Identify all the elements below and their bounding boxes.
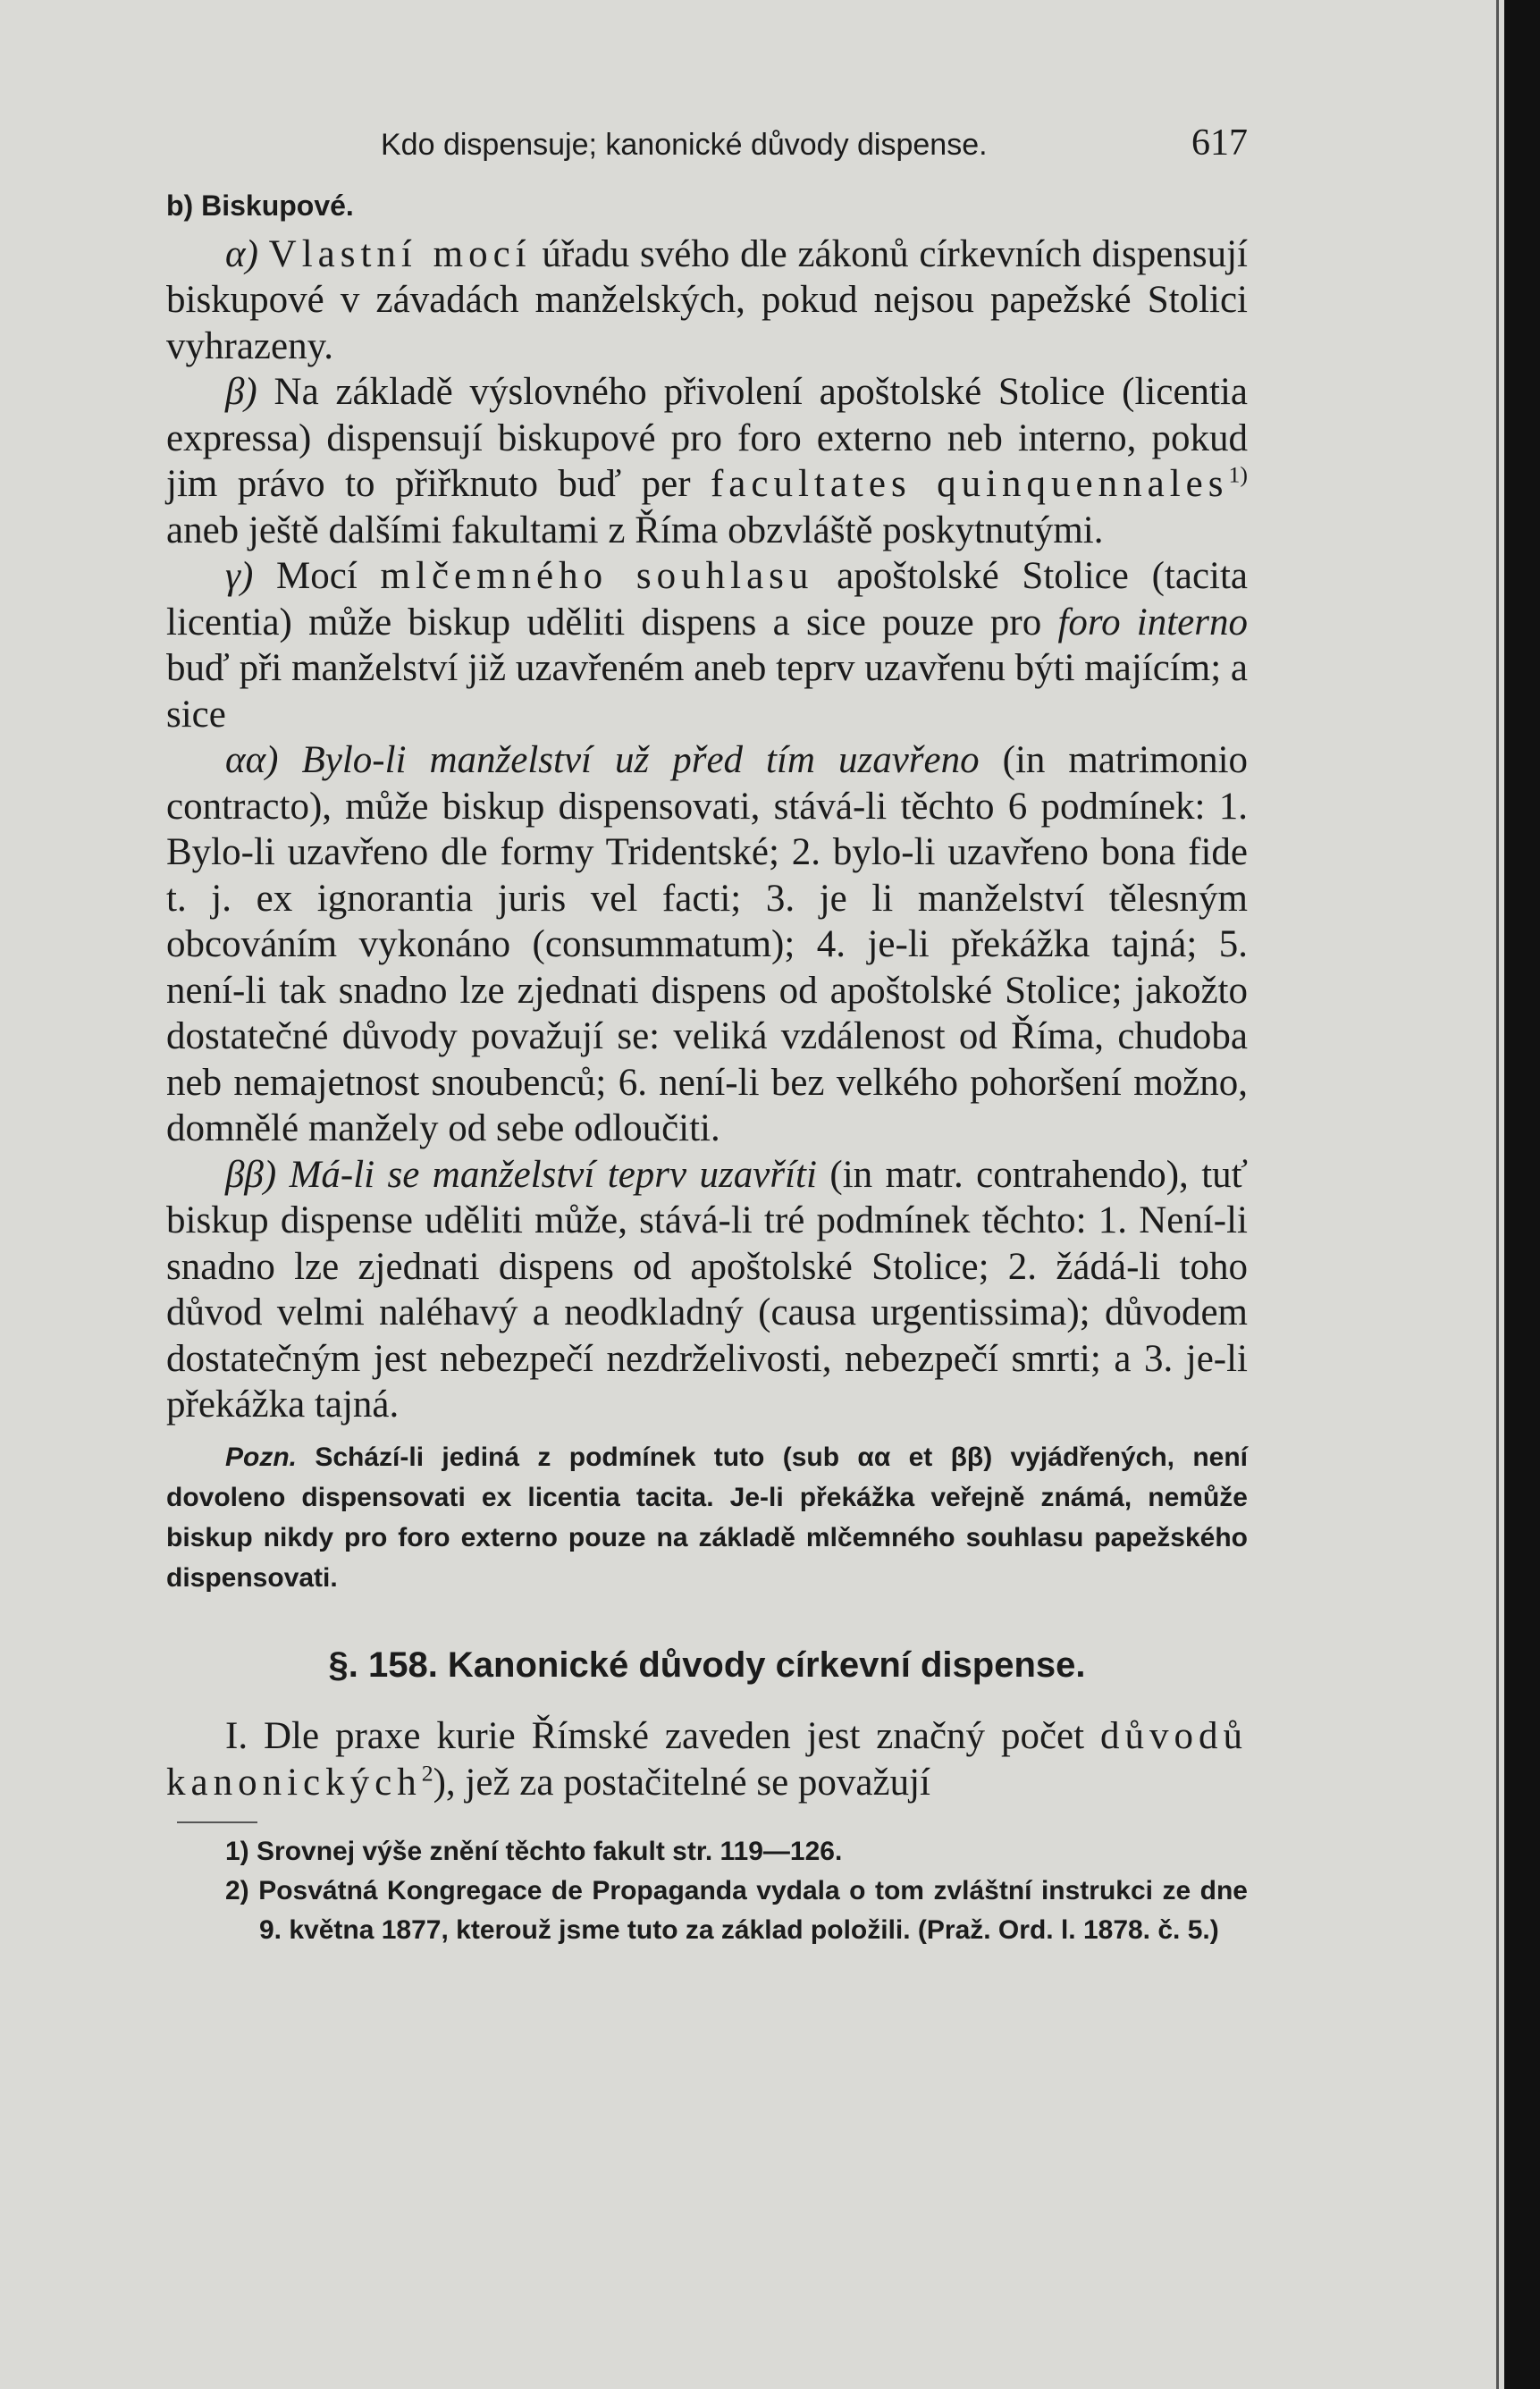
section-title-158: §. 158. Kanonické důvody církevní dispense. [328, 1645, 1086, 1685]
page-content [166, 121, 1248, 1950]
paragraph-alpha [166, 231, 1248, 370]
binding-shadow-line [1496, 0, 1499, 2389]
paragraph-I [166, 1713, 1248, 1805]
paragraph-gamma [166, 553, 1248, 737]
footnote-2 [166, 1872, 1248, 1950]
subsection-heading-bishops: b) Biskupové. [166, 189, 354, 222]
gamma-spaced-text: mlčemného souhlasu [380, 555, 814, 597]
I-text-2: ), jež za postačitelné se považují [433, 1761, 930, 1804]
gamma-text-1: Mocí [276, 555, 358, 597]
footnote-2-text: Posvátná Kongregace de Propaganda vydala o tom zvláštní instrukci ze dne 9. května 1877, kterouž jsme tuto za základ položili. (Praž. Ord. l. 1878. č. 5.) [258, 1876, 1248, 1945]
footnote-ref-1: 1) [1228, 461, 1248, 488]
running-head-title: Kdo dispensuje; kanonické důvody dispense. [381, 128, 988, 162]
aa-label: αα) [225, 739, 279, 781]
footnote-ref-2: 2 [421, 1760, 433, 1787]
running-head [166, 121, 1248, 183]
gamma-italic-text: foro interno [1057, 601, 1249, 644]
alpha-text: úřadu svého dle zákonů církevních dispensují biskupové v závadách manželských, pokud nejsou papežské Stolici vyhrazeny. [166, 232, 1248, 367]
gamma-text-3: buď při manželství již uzavřeném aneb teprv uzavřenu býti majícím; a sice [166, 647, 1248, 736]
aa-italic-heading: Bylo-li manželství už před tím uzavřeno [301, 739, 980, 781]
note-paragraph [166, 1437, 1248, 1598]
beta-spaced-text: facultates quinquennales [710, 463, 1229, 505]
beta-text-2: aneb ještě dalšími fakultami z Říma obzvláště poskytnutými. [166, 509, 1104, 551]
page-edge-dark [1504, 0, 1540, 2389]
bb-italic-heading: Má-li se manželství teprv uzavříti [289, 1153, 817, 1196]
note-label: Pozn. [225, 1442, 297, 1472]
I-spaced-text: důvodů kanonických [166, 1715, 1249, 1804]
footnote-1 [166, 1832, 1248, 1872]
paragraph-beta [166, 369, 1248, 553]
gamma-text-2: apoštolské Stolice (tacita licentia) může biskup uděliti dispens a sice pouze pro [166, 555, 1249, 644]
footnote-1-mark: 1) [225, 1837, 249, 1866]
footnote-2-mark: 2) [225, 1876, 249, 1905]
beta-label: β) [225, 371, 257, 413]
note-text: Schází-li jediná z podmínek tuto (sub αα et ββ) vyjádřených, není dovoleno dispensovati ex licentia tacita. Je-li překážka veřejně známá, nemůže biskup nikdy pro foro externo pouze na základě mlčemného souhlasu papežského dispensovati. [166, 1442, 1248, 1593]
beta-text-1: Na základě výslovného přivolení apoštolské Stolice (licentia expressa) dispensují biskupové pro foro externo neb interno, pokud jim právo to přiřknuto buď per [166, 371, 1249, 505]
aa-text: (in matrimonio contracto), může biskup dispensovati, stává-li těchto 6 podmínek: 1. Bylo-li uzavřeno dle formy Tridentské; 2. bylo-li uzavřeno bona fide t. j. ex ignorantia juris vel facti; 3. je li manželství tělesným obcováním vykonáno (consummatum); 4. je-li překážka tajná; 5. není-li tak snadno lze zjednati dispens od apoštolské Stolice; jakožto dostatečné důvody považují se: veliká vzdálenost od Říma, chudoba neb nemajetnost snoubenců; 6. není-li bez velkého pohoršení možno, domnělé manžely od sebe odloučiti. [166, 739, 1249, 1149]
alpha-spaced-text: Vlastní mocí [268, 232, 532, 275]
bb-text: (in matr. contrahendo), tuť biskup dispense uděliti může, stává-li tré podmínek těchto: 1. Není-li snadno lze zjednati dispens od apoštolské Stolice; 2. žádá-li toho důvod velmi naléhavý a neodkladný (causa urgentissima); důvodem dostatečným jest nebezpečí nezdrželivosti, nebezpečí smrti; a 3. je-li překážka tajná. [166, 1153, 1249, 1426]
I-text-1: I. Dle praxe kurie Římské zaveden jest značný počet [225, 1715, 1085, 1757]
paragraph-alpha-alpha [166, 737, 1248, 1152]
page-number: 617 [1191, 122, 1248, 164]
footnote-divider [177, 1821, 257, 1823]
footnote-ref-1-number: 1 [1228, 461, 1241, 488]
bb-label: ββ) [225, 1153, 277, 1196]
gamma-label: γ) [225, 555, 254, 597]
footnote-1-text: Srovnej výše znění těchto fakult str. 119—126. [257, 1837, 843, 1866]
alpha-label: α) [225, 232, 258, 275]
paragraph-beta-beta [166, 1152, 1248, 1428]
